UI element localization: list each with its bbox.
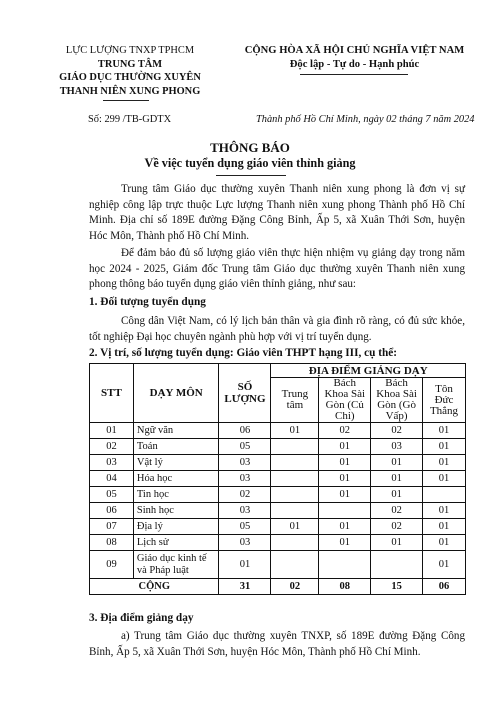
- section3-text: a) Trung tâm Giáo dục thường xuyên TNXP, số 189E đường Đặng Công Bỉnh, Ấp 5, xã Xuân Thới Sơn, huyện Hóc Môn, Thành phố Hồ Chí Minh.: [89, 630, 465, 658]
- row-loc3: 02: [371, 423, 423, 439]
- row-subject: Toán: [133, 439, 219, 455]
- row-loc4: 01: [423, 471, 466, 487]
- row-loc3: 02: [371, 519, 423, 535]
- table-row: [90, 551, 466, 579]
- row-loc4: 01: [423, 535, 466, 551]
- agency-underline: [103, 100, 149, 101]
- document-title: THÔNG BÁO: [210, 140, 290, 155]
- national-motto: Độc lập - Tự do - Hạnh phúc: [289, 58, 420, 70]
- intro-paragraph: Trung tâm Giáo dục thường xuyên Thanh niên xung phong là đơn vị sự nghiệp công lập trực thuộc Lực lượng Thanh niên xung phong Thành phố Hồ Chí Minh. Địa chỉ số 189E đường Đặng Công Bỉnh, Ấp 5, xã Xuân Thới Sơn, huyện Hóc Môn, Thành phố Hồ Chí Minh.: [89, 183, 465, 242]
- row-loc1: 01: [271, 519, 319, 535]
- row-stt: 08: [90, 535, 134, 551]
- total-label: CỘNG: [90, 579, 219, 595]
- agency-name-line2: GIÁO DỤC THƯỜNG XUYÊN: [59, 72, 201, 83]
- row-subject: Sinh học: [133, 503, 219, 519]
- header-loc-center: Trung tâm: [271, 378, 319, 423]
- row-loc3: 01: [371, 535, 423, 551]
- total-qty: 31: [219, 579, 271, 595]
- motto-underline: [300, 74, 408, 75]
- row-qty: 03: [219, 535, 271, 551]
- row-subject: Lịch sử: [133, 535, 219, 551]
- row-stt: 05: [90, 487, 134, 503]
- row-loc2: 01: [319, 471, 371, 487]
- row-loc1: [271, 487, 319, 503]
- document-subtitle: Về việc tuyển dụng giáo viên thỉnh giảng: [144, 156, 356, 170]
- row-loc4: 01: [423, 519, 466, 535]
- row-subject: Giáo dục kinh tế và Pháp luật: [133, 551, 219, 579]
- place-date: Thành phố Hồ Chí Minh, ngày 02 tháng 7 năm 2024: [256, 114, 475, 125]
- purpose-paragraph: Để đảm bảo đủ số lượng giáo viên thực hiện nhiệm vụ giảng dạy trong năm học 2024 - 2025, Giám đốc Trung tâm Giáo dục thường xuyên Thanh niên xung phong thông báo tuyển dụng giáo viên thỉnh giảng, như sau:: [89, 247, 465, 291]
- total-loc4: 06: [423, 579, 466, 595]
- row-loc1: [271, 439, 319, 455]
- section1-heading: 1. Đối tượng tuyển dụng: [89, 296, 206, 308]
- total-row: [90, 579, 466, 595]
- national-header: [232, 44, 477, 71]
- row-qty: 03: [219, 503, 271, 519]
- row-stt: 04: [90, 471, 134, 487]
- row-loc2: [319, 503, 371, 519]
- document-number: Số: 299 /TB-GDTX: [88, 114, 172, 125]
- total-loc1: 02: [271, 579, 319, 595]
- header-stt: STT: [90, 364, 134, 423]
- row-stt: 06: [90, 503, 134, 519]
- row-loc3: 01: [371, 455, 423, 471]
- row-qty: 03: [219, 471, 271, 487]
- agency-name-line3: THANH NIÊN XUNG PHONG: [59, 85, 201, 97]
- row-loc4: 01: [423, 455, 466, 471]
- row-stt: 01: [90, 423, 134, 439]
- row-subject: Ngữ văn: [133, 423, 219, 439]
- table-row: [90, 535, 466, 551]
- section3-heading: 3. Địa điểm giảng dạy: [89, 612, 194, 624]
- row-stt: 09: [90, 551, 134, 579]
- agency-header: [40, 44, 220, 98]
- row-subject: Tin học: [133, 487, 219, 503]
- row-loc2: 01: [319, 519, 371, 535]
- row-loc1: [271, 455, 319, 471]
- header-loc-bk-govap: Bách Khoa Sài Gòn (Gò Vấp): [371, 378, 423, 423]
- table-row: [90, 471, 466, 487]
- row-loc3: [371, 551, 423, 579]
- row-loc2: 01: [319, 455, 371, 471]
- row-loc3: 03: [371, 439, 423, 455]
- header-locations: ĐỊA ĐIỂM GIẢNG DẠY: [271, 364, 466, 378]
- row-loc2: 01: [319, 535, 371, 551]
- row-qty: 01: [219, 551, 271, 579]
- row-loc1: [271, 471, 319, 487]
- table-row: [90, 503, 466, 519]
- total-loc2: 08: [319, 579, 371, 595]
- row-qty: 05: [219, 519, 271, 535]
- row-qty: 06: [219, 423, 271, 439]
- row-loc4: 01: [423, 439, 466, 455]
- title-underline: [216, 175, 286, 176]
- section1-text: Công dân Việt Nam, có lý lịch bản thân và gia đình rõ ràng, có đủ sức khỏe, tốt nghiệp Đại học chuyên ngành phù hợp với vị trí tuyển dụng.: [89, 315, 465, 343]
- row-stt: 02: [90, 439, 134, 455]
- table-row: [90, 423, 466, 439]
- table-row: [90, 487, 466, 503]
- row-subject: Địa lý: [133, 519, 219, 535]
- row-loc1: [271, 551, 319, 579]
- row-loc1: [271, 503, 319, 519]
- row-loc3: 01: [371, 471, 423, 487]
- row-loc4: 01: [423, 551, 466, 579]
- row-loc3: 01: [371, 487, 423, 503]
- table-row: [90, 519, 466, 535]
- header-loc-bk-cuchi: Bách Khoa Sài Gòn (Củ Chi): [319, 378, 371, 423]
- agency-parent: LỰC LƯỢNG TNXP TPHCM: [65, 45, 195, 56]
- section2-heading: 2. Vị trí, số lượng tuyển dụng: Giáo viên THPT hạng III, cụ thể:: [89, 347, 398, 359]
- header-loc-tdt: Tôn Đức Thắng: [423, 378, 466, 423]
- row-qty: 05: [219, 439, 271, 455]
- row-qty: 02: [219, 487, 271, 503]
- row-subject: Hóa học: [133, 471, 219, 487]
- header-subject: DẠY MÔN: [133, 364, 219, 423]
- row-qty: 03: [219, 455, 271, 471]
- row-loc3: 02: [371, 503, 423, 519]
- row-loc4: [423, 487, 466, 503]
- total-loc3: 15: [371, 579, 423, 595]
- table-row: [90, 455, 466, 471]
- row-stt: 07: [90, 519, 134, 535]
- row-loc1: 01: [271, 423, 319, 439]
- row-loc2: 01: [319, 487, 371, 503]
- row-stt: 03: [90, 455, 134, 471]
- recruitment-table: [89, 363, 466, 595]
- table-row: [90, 439, 466, 455]
- row-loc2: 02: [319, 423, 371, 439]
- row-subject: Vật lý: [133, 455, 219, 471]
- row-loc2: 01: [319, 439, 371, 455]
- row-loc2: [319, 551, 371, 579]
- row-loc4: 01: [423, 503, 466, 519]
- row-loc1: [271, 535, 319, 551]
- header-quantity: SỐ LƯỢNG: [219, 364, 271, 423]
- nation-name: CỘNG HÒA XÃ HỘI CHỦ NGHĨA VIỆT NAM: [244, 45, 465, 56]
- row-loc4: 01: [423, 423, 466, 439]
- agency-name-line1: TRUNG TÂM: [97, 58, 163, 70]
